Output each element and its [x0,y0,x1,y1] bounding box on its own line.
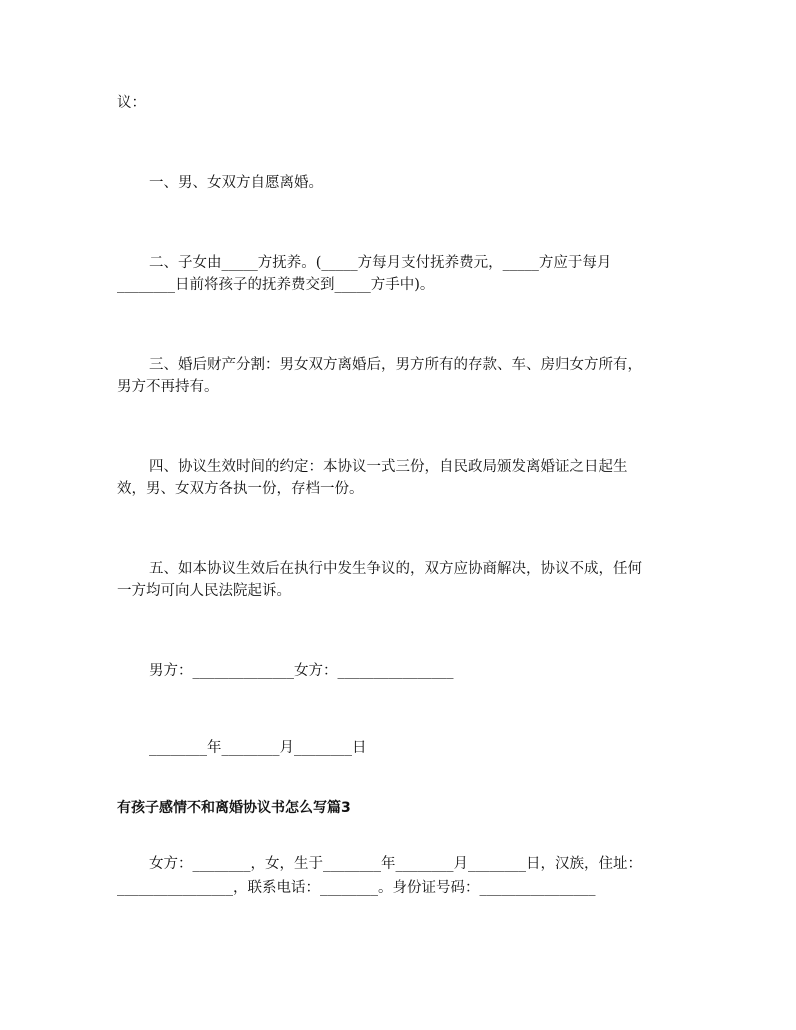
text-line-agreement-fragment: 议： [117,95,146,111]
party-info-line-2: ________________，联系电话：________。身份证号码：________________ [117,880,596,896]
clause-5-line-1: 五、如本协议生效后在执行中发生争议的，双方应协商解决，协议不成，任何 [149,561,642,577]
clause-4-line-2: 效，男、女双方各执一份，存档一份。 [117,481,364,497]
section-heading: 有孩子感情不和离婚协议书怎么写篇3 [117,800,351,816]
signature-line: 男方：______________女方：________________ [149,663,454,679]
clause-2-line-1: 二、子女由_____方抚养。(_____方每月支付抚养费元，_____方应于每月 [149,255,612,271]
clause-4-line-1: 四、协议生效时间的约定：本协议一式三份，自民政局颁发离婚证之日起生 [149,459,628,475]
clause-2-line-2: ________日前将孩子的抚养费交到_____方手中)。 [117,277,435,293]
clause-5-line-2: 一方均可向人民法院起诉。 [117,583,291,599]
clause-3-line-2: 男方不再持有。 [117,379,219,395]
clause-1: 一、男、女双方自愿离婚。 [149,175,323,191]
date-line: ________年________月________日 [149,740,367,756]
clause-3-line-1: 三、婚后财产分割：男女双方离婚后，男方所有的存款、车、房归女方所有， [149,357,642,373]
party-info-line-1: 女方：________，女，生于________年________月________日，汉族，住址： [149,856,642,872]
